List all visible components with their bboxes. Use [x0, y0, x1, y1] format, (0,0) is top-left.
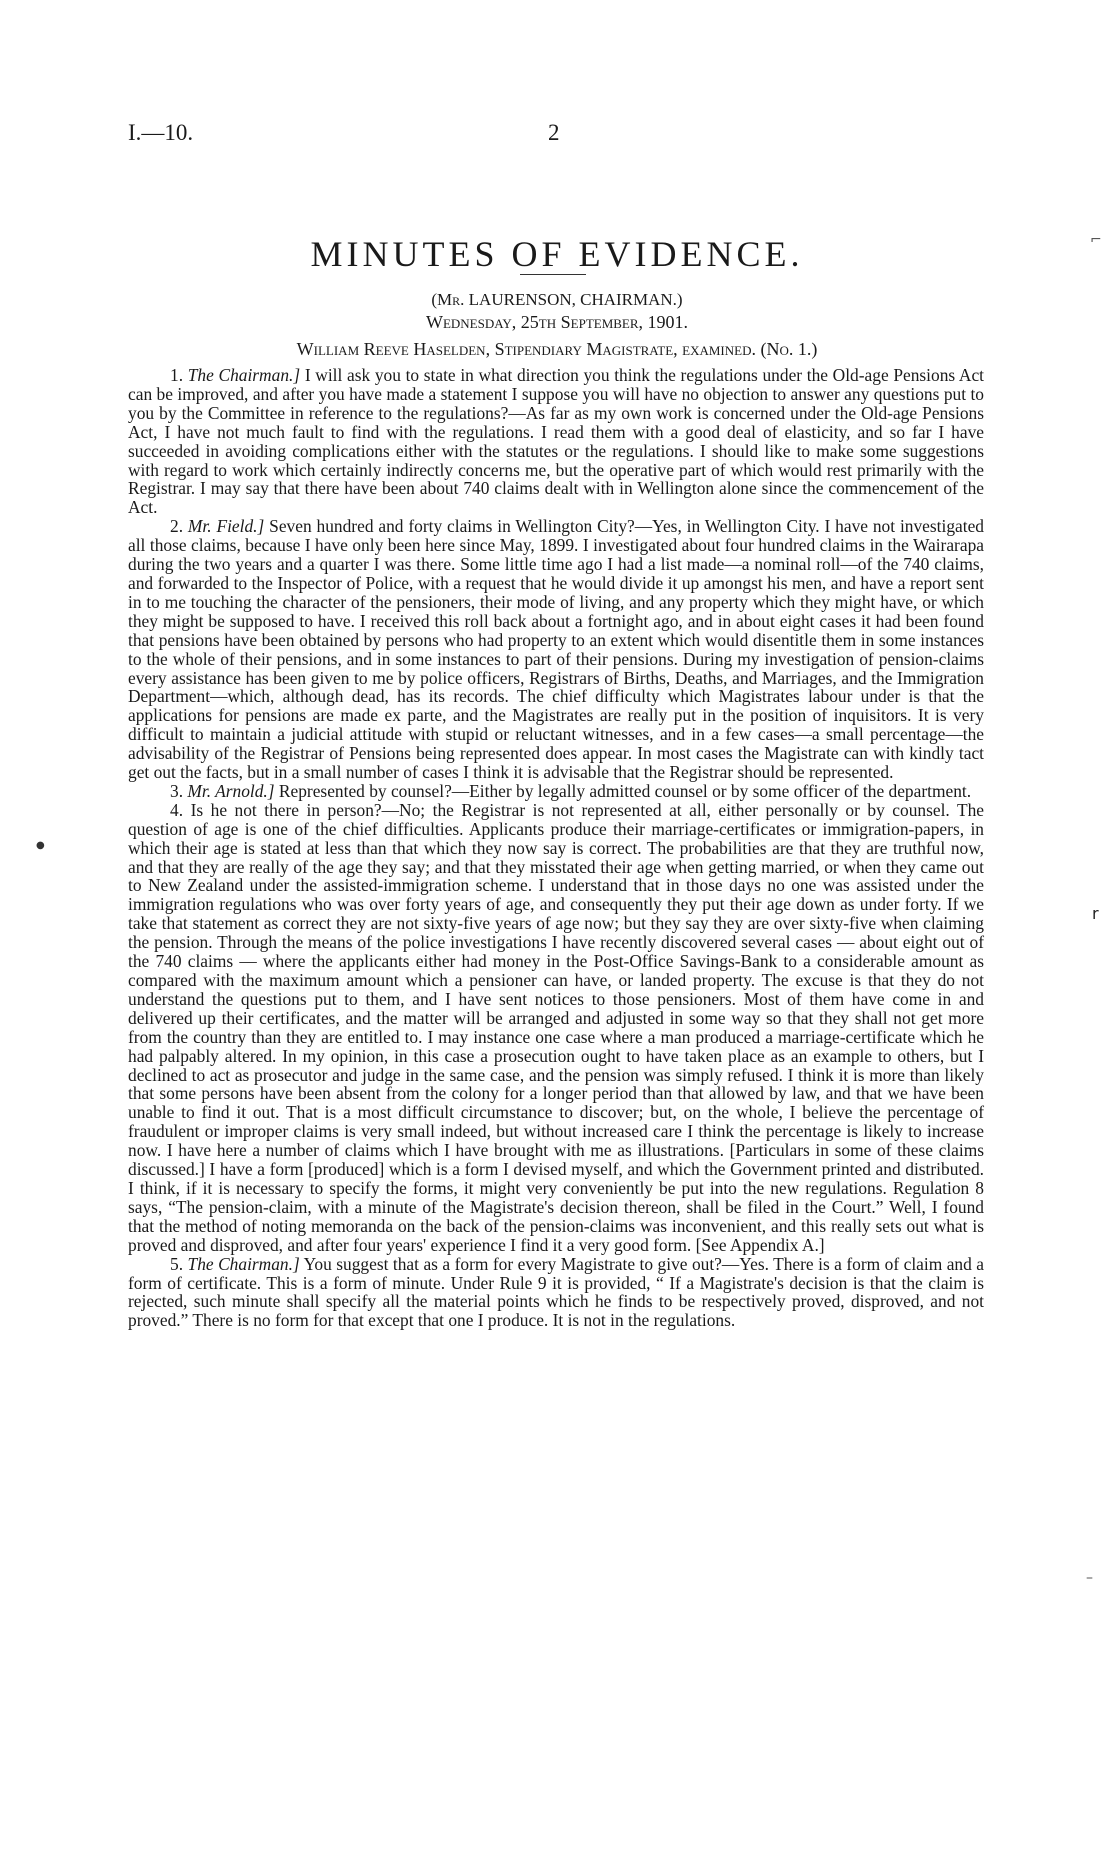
paragraph-number: 5. — [170, 1253, 184, 1274]
margin-dot-mark: ● — [36, 840, 45, 851]
paragraph-text: Is he not there in person?—No; the Registrar is not represented at all, either personally or by counsel. The question of age is one of the chief difficulties. Applicants produce their marriage-certificates or immigration-papers, in which their age is stated at less than that which they now say is correct. The probabilities are that they are truthful now, and that they are really of the age they say; and that they misstated their age when getting married, or when they came out to New Zealand under the assisted-immigration scheme. I understand that in those days no one was assisted under the immigration regulations who was over forty years of age, and consequently they put their age down as under forty. If we take that statement as correct they are not sixty-five years of age now; but they say they are over sixty-five when claiming the pension. Through the means of the police investigations I have recently discovered several cases — about eight out of the 740 claims — where the applicants either had money in the Post-Office Savings-Bank to a considerable amount as compared with the maximum amount which a pensioner can have, or landed property. The excuse is that they do not understand the questions put to them, and I have sent notices to those pensioners. Most of them have come in and delivered up their certificates, and the matter will be arranged and adjusted in some way so that they shall not get more from the country than they are entitled to. I may instance one case where a man produced a marriage-certificate which he had palpably altered. In my opinion, in this case a prosecution ought to have taken place as an example to others, but I declined to act as prosecutor and judge in the same case, and the pension was simply refused. I think it is more than likely that some persons have been absent from the colony for a longer period than that allowed by law, and that we have been unable to find it out. That is a most difficult circumstance to discover; but, on the whole, I believe the percentage of fraudulent or improper claims is very small indeed, but without increased care I think the percentage is likely to increase now. I have here a number of claims which I have brought with me as illustrations. [Particulars in some of these claims discussed.] I have a form [produced] which is a form I devised myself, and which the Government printed and distributed. I think, if it is necessary to specify the forms, it might very conveniently be put into the new regulations. Regulation 8 says, “The pension-claim, with a minute of the Magistrate's decision thereon, shall be filed in the Court.” Well, I found that the method of noting memoranda on the back of the pension-claims was inconvenient, and this really sets out what is proved and disproved, and after four years' experience I find it a very good form. [See Appendix A.] — [128, 799, 984, 1255]
speaker-name: The Chairman.] — [187, 1253, 300, 1274]
paragraph-text: I will ask you to state in what direction you think the regulations under the Old-age Pensions Act can be improved, and after you have made a statement I suppose you will have no objection to answer any questions put to you by the Committee in reference to the regulations?—As far as my own work is concerned under the Old-age Pensions Act, I have not much fault to find with the regulations. I read them with a good deal of elasticity, and so far I have succeeded in avoiding complications either with the statutes or the regulations. I should like to make some suggestions with regard to work which certainly indirectly concerns me, but the operative part of which would rest primarily with the Registrar. I may say that there have been about 740 claims dealt with in Wellington alone since the commencement of the Act. — [128, 365, 984, 518]
title-underline — [520, 274, 586, 275]
paragraph-text: You suggest that as a form for every Magistrate to give out?—Yes. There is a form of claim and a form of certificate. This is a form of minute. Under Rule 9 it is provided, “ If a Magistrate's decision is that the claim is rejected, such minute shall specify all the material points which he finds to be respectively proved, disproved, and not proved.” There is no form for that except that one I produce. It is not in the regulations. — [128, 1253, 985, 1331]
document-title: MINUTES OF EVIDENCE. — [310, 234, 804, 274]
paragraph-number: 1. — [170, 365, 184, 385]
evidence-paragraph — [128, 1255, 984, 1331]
paragraph-text: Seven hundred and forty claims in Wellington City?—Yes, in Wellington City. I have not investigated all those claims, because I have only been here since May, 1899. I investigated about four hundred claims in the Wairarapa during the two years and a quarter I was there. Some little time ago I had a list made—a nominal roll—of the 740 claims, and forwarded to the Inspector of Police, with a request that he would divide it up amongst his men, and have a report sent in to me touching the character of the pensioners, their mode of living, and any property which they might have, or which they might be supposed to have. I received this roll back about a fortnight ago, and in about eight cases it had been found that pensions have been obtained by persons who had property to an extent which would disentitle them in some instances to the whole of their pensions, and in some instances to part of their pensions. During my investigation of pension-claims every assistance has been given to me by police officers, Registrars of Births, Deaths, and Marriages, and the Immigration Department—which, although dead, has its records. The chief difficulty which Magistrates labour under is that the applications for pensions are made ex parte, and the Magistrates are really put in the position of inquisitors. It is very difficult to maintain a judicial attitude with stupid or reluctant witnesses, and in a few cases—a small percentage—the advisability of the Registrar of Pensions being represented does appear. In most cases the Magistrate can with kindly tact get out the facts, but in a small number of cases I think it is advisable that the Registrar should be represented. — [128, 516, 984, 783]
evidence-paragraph — [128, 801, 984, 1255]
margin-scan-mark: r — [1092, 904, 1099, 923]
speaker-name: Mr. Field.] — [187, 516, 265, 537]
paragraph-text: Represented by counsel?—Either by legally admitted counsel or by some officer of the department. — [278, 780, 972, 801]
speaker-name: Mr. Arnold.] — [187, 780, 275, 801]
evidence-body — [128, 366, 984, 1330]
paragraph-number: 4. — [170, 799, 184, 820]
speaker-name: The Chairman.] — [187, 365, 301, 385]
paragraph-number: 3. — [170, 780, 184, 801]
document-reference: I.—10. — [128, 120, 194, 145]
page-number: 2 — [548, 120, 560, 145]
evidence-paragraph — [128, 366, 984, 517]
witness-text: William Reeve Haselden, Stipendiary Magistrate, examined. (No. 1.) — [296, 339, 818, 359]
paragraph-number: 2. — [170, 516, 184, 537]
evidence-paragraph — [128, 517, 984, 782]
margin-scan-mark: ⌐ — [1090, 232, 1102, 248]
date-line: Wednesday, 25th September, 1901. — [425, 312, 689, 332]
chairman-line: (Mr. LAURENSON, CHAIRMAN.) — [431, 290, 683, 309]
witness-line — [0, 339, 1114, 360]
evidence-paragraph — [128, 782, 984, 801]
margin-scan-mark: – — [1086, 1570, 1093, 1586]
